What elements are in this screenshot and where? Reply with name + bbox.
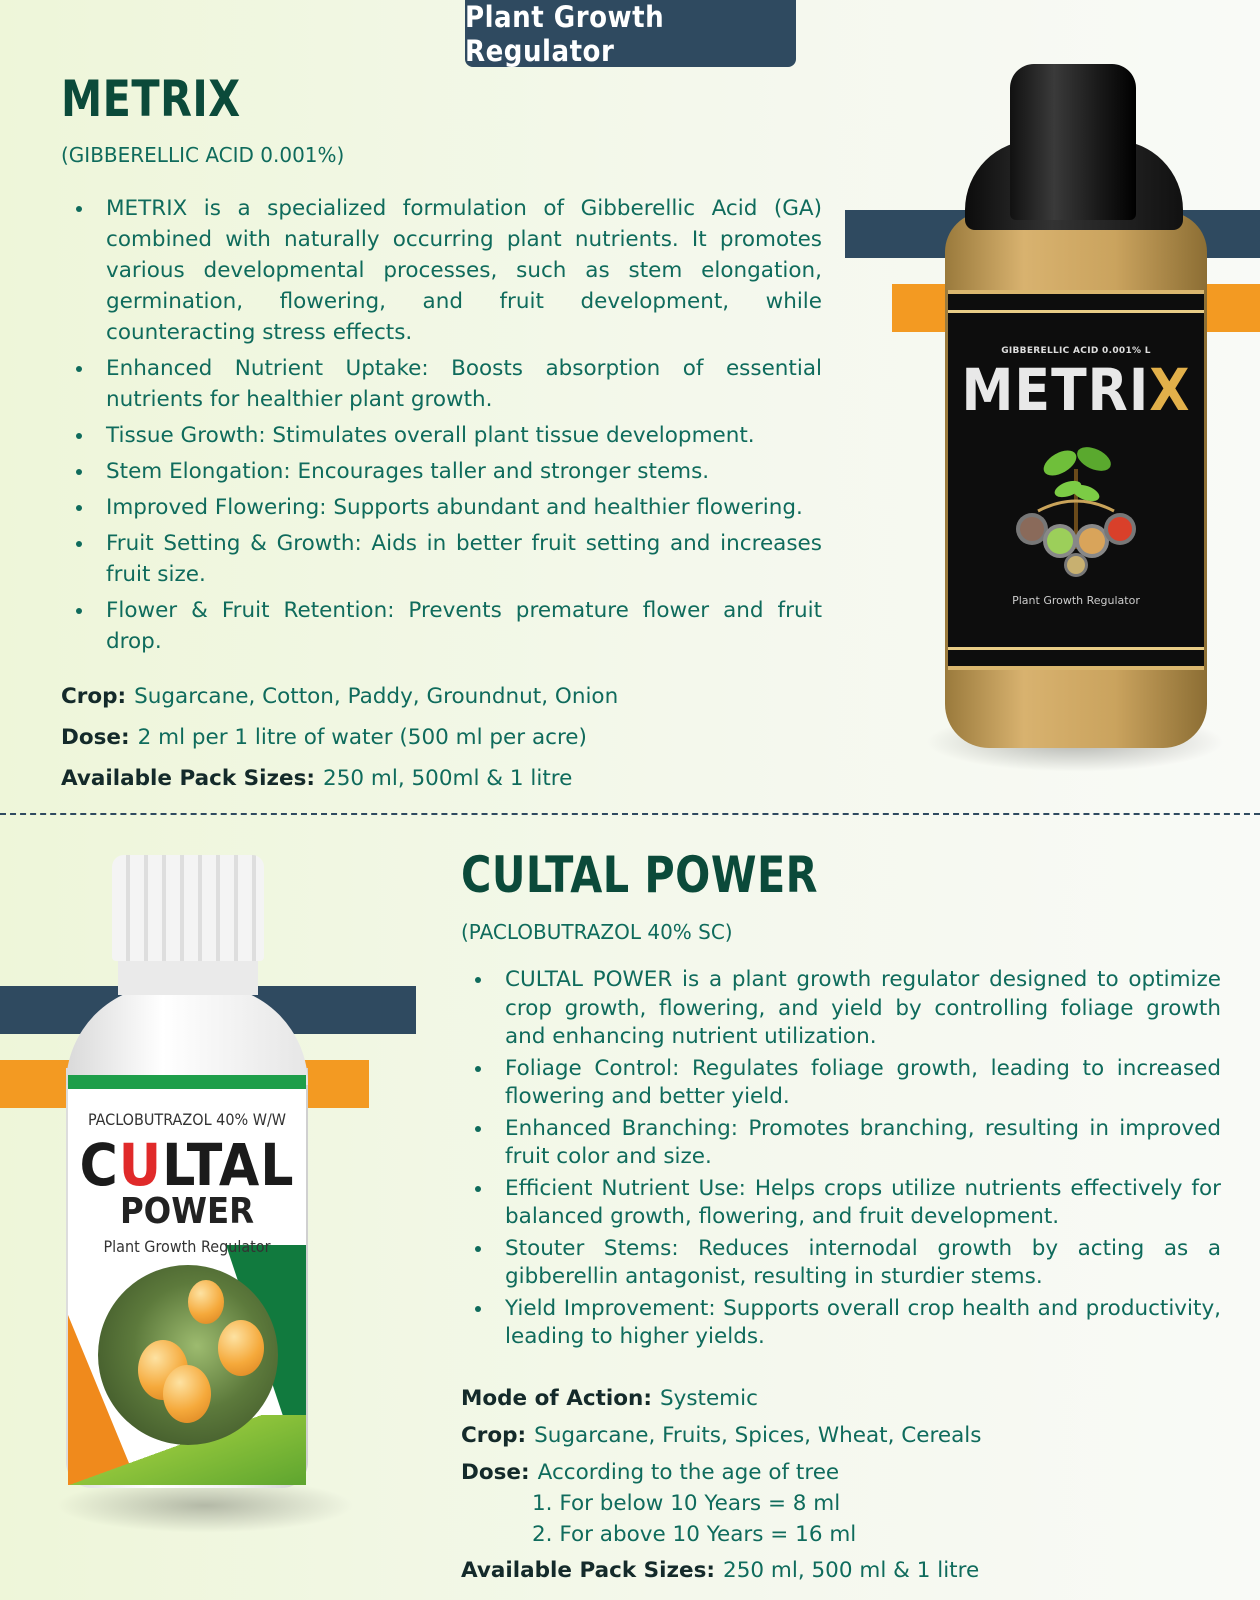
metrix-dose-row [61,723,587,753]
feature-item: • CULTAL POWER is a plant growth regulator designed to optimize crop growth, flowering, and yield by controlling foliage growth and enhancing nutrient utilization. [494,966,1221,1052]
pack-label: Available Pack Sizes: [61,766,316,791]
bottle-pgr-text: Plant Growth Regulator [103,1237,271,1256]
bottle-chem-text: PACLOBUTRAZOL 40% W/W [87,1110,287,1129]
dose-item: 2. For above 10 Years = 16 ml [532,1522,857,1547]
dose-value: 2 ml per 1 litre of water (500 ml per acre) [137,725,587,750]
feature-item: • Stem Elongation: Encourages taller and stronger stems. [95,456,822,487]
feature-item: • Tissue Growth: Stimulates overall plant tissue development. [95,420,822,451]
cultal-bottle-cap [112,855,264,961]
mode-label: Mode of Action: [461,1386,652,1411]
feature-item: • Stouter Stems: Reduces internodal growth by acting as a gibberellin antagonist, resulting in sturdier stems. [494,1235,1221,1292]
cultal-title: CULTAL POWER [461,846,819,904]
section-divider [0,813,1260,815]
feature-item: • Enhanced Nutrient Uptake: Boosts absorption of essential nutrients for healthier plant growth. [95,353,822,415]
crop-label: Crop: [61,684,127,709]
cultal-mode-row [461,1384,758,1414]
feature-item: • Flower & Fruit Retention: Prevents premature flower and fruit drop. [95,595,822,657]
pack-value: 250 ml, 500ml & 1 litre [323,766,573,791]
bottle-sub-brand: POWER [119,1191,255,1232]
crop-value: Sugarcane, Fruits, Spices, Wheat, Cereals [534,1423,982,1448]
cultal-composition: (PACLOBUTRAZOL 40% SC) [461,920,733,944]
feature-item: • Improved Flowering: Supports abundant and healthier flowering. [95,492,822,523]
crop-value: Sugarcane, Cotton, Paddy, Groundnut, Onion [134,684,619,709]
mango-illustration-icon [98,1265,278,1445]
bottle-brand: CULTAL [79,1131,295,1199]
cultal-pack-row [461,1556,979,1586]
mode-value: Systemic [659,1386,758,1411]
dose-label: Dose: [461,1460,530,1485]
metrix-feature-list [73,193,822,662]
metrix-title: METRIX [61,70,241,128]
feature-item: • METRIX is a specialized formulation of Gibberellic Acid (GA) combined with naturally occurring plant nutrients. It promotes various developmental processes, such as stem elongation, germination, flowering, and fruit development, while counteracting stress effects. [95,193,822,348]
category-tab: Plant Growth Regulator [465,0,796,67]
crop-label: Crop: [461,1423,527,1448]
metrix-crop-row [61,682,618,712]
bottle-small-text: GIBBERELLIC ACID 0.001% L [1001,346,1151,356]
cultal-dose-row [461,1458,839,1488]
feature-item: • Efficient Nutrient Use: Helps crops utilize nutrients effectively for balanced growth, flowering, and fruit development. [494,1175,1221,1232]
feature-item: • Foliage Control: Regulates foliage growth, leading to increased flowering and better yield. [494,1055,1221,1112]
cultal-feature-list [472,966,1221,1355]
bottle-brand: METRIX [961,356,1191,424]
feature-item: • Fruit Setting & Growth: Aids in better fruit setting and increases fruit size. [95,528,822,590]
metrix-bottle-cap [1010,64,1136,220]
dose-value: According to the age of tree [537,1460,840,1485]
cultal-bottle-neck [118,955,258,995]
pack-label: Available Pack Sizes: [461,1558,716,1583]
metrix-pack-row [61,764,572,794]
cultal-bottle-label [68,1075,306,1485]
dose-label: Dose: [61,725,130,750]
feature-item: • Yield Improvement: Supports overall crop health and productivity, leading to higher yields. [494,1295,1221,1352]
feature-item: • Enhanced Branching: Promotes branching, resulting in improved fruit color and size. [494,1115,1221,1172]
dose-item: 1. For below 10 Years = 8 ml [532,1491,841,1516]
bottle-footer-text: Plant Growth Regulator [1012,594,1140,607]
plant-illustration-icon [1008,429,1144,579]
metrix-composition: (GIBBERELLIC ACID 0.001%) [61,143,345,167]
cultal-crop-row [461,1421,981,1451]
metrix-bottle-label [948,290,1204,670]
pack-value: 250 ml, 500 ml & 1 litre [723,1558,980,1583]
